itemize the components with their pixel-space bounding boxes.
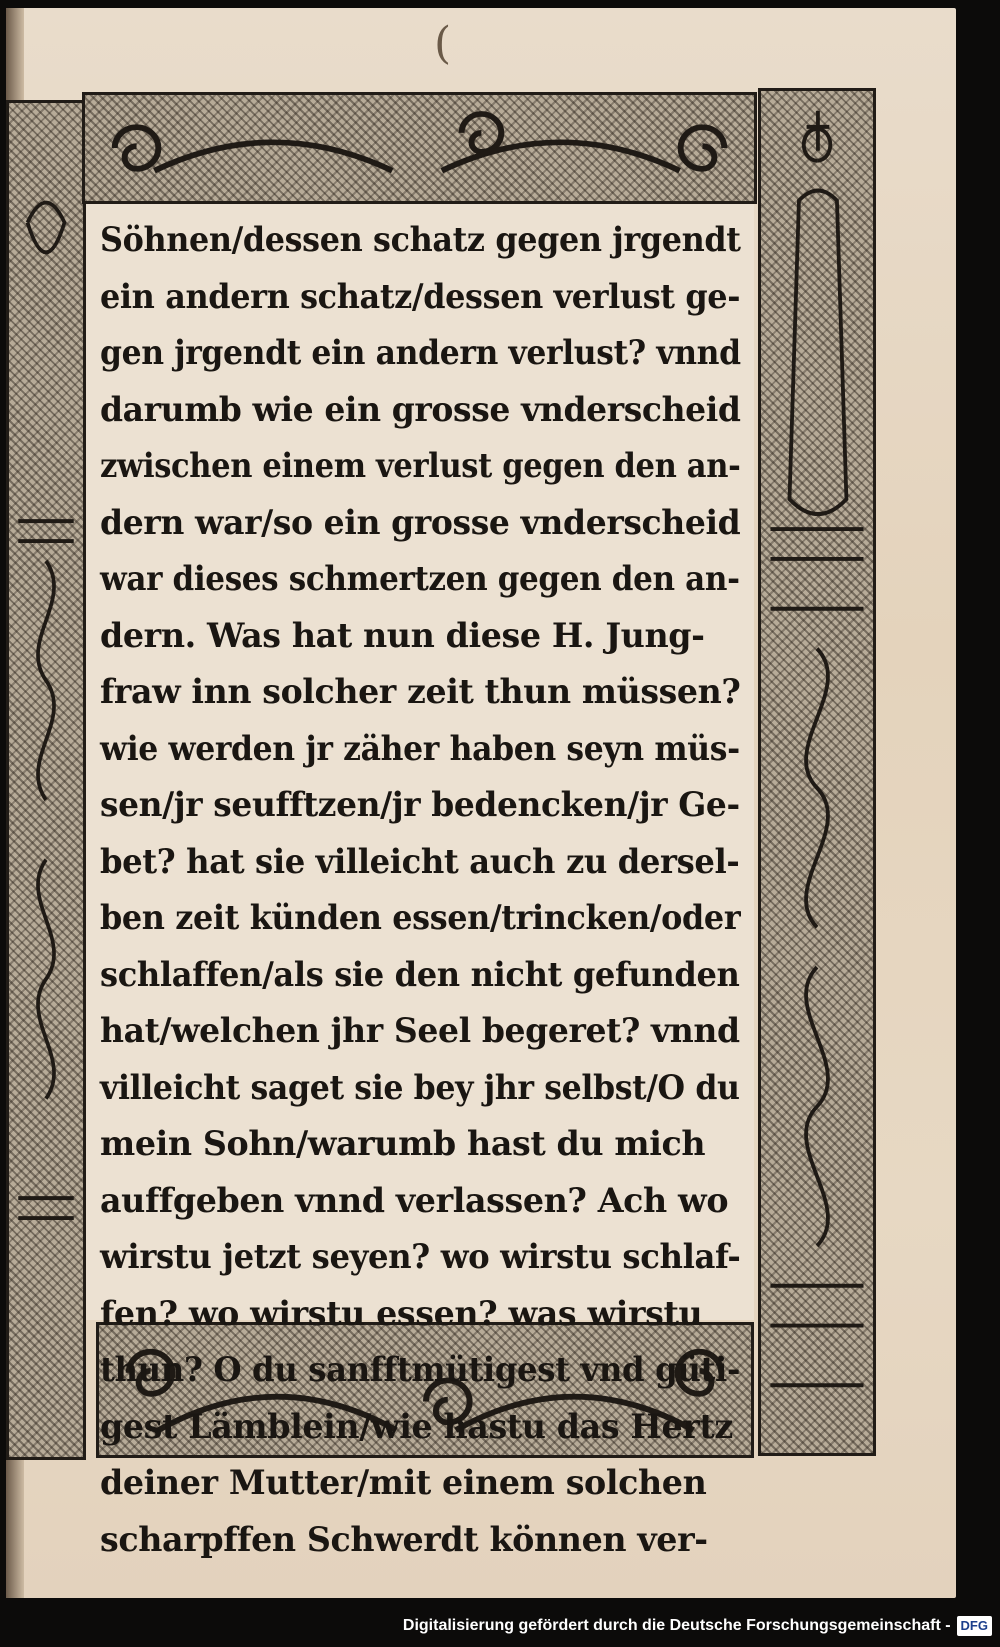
digitization-footer — [403, 1613, 992, 1639]
text-line: villeicht saget sie bey jhr selbst/O du — [100, 1067, 740, 1108]
text-line: fen? wo wirstu essen? was wirstu — [100, 1293, 703, 1334]
text-line: fraw inn solcher zeit thun müssen? — [100, 672, 741, 712]
text-line: gen jrgendt ein andern verlust? vnnd — [100, 333, 741, 373]
woodcut-border-right — [758, 88, 876, 1456]
text-line: deiner Mutter/mit einem solchen — [100, 1463, 707, 1503]
text-line: zwischen einem verlust gegen den an- — [100, 446, 741, 486]
text-line: dern. Was hat nun diese H. Jung- — [100, 615, 705, 656]
text-line: darumb wie ein grosse vnderscheid — [100, 389, 741, 430]
ornament-scroll-top-icon — [85, 95, 754, 201]
text-line: bet? hat sie villeicht auch zu dersel- — [100, 841, 740, 882]
text-line: mein Sohn/warumb hast du mich — [100, 1124, 706, 1164]
saint-figure-column-icon — [761, 91, 873, 1453]
text-line: thun? O du sanfftmütigest vnd güti- — [100, 1350, 741, 1390]
text-line: hat/welchen jhr Seel begeret? vnnd — [100, 1011, 740, 1051]
text-line: wirstu jetzt seyen? wo wirstu schlaf- — [100, 1237, 741, 1277]
text-line: ein andern schatz/dessen verlust ge- — [100, 276, 741, 317]
text-line: dern war/so ein grosse vnderscheid — [100, 502, 741, 543]
ornament-column-left-icon — [9, 103, 83, 1457]
footer-text: Digitalisierung gefördert durch die Deutsche Forschungsgemeinschaft - — [402, 1617, 951, 1634]
woodcut-border-left — [6, 100, 86, 1460]
text-line: scharpffen Schwerdt können ver- — [100, 1519, 708, 1560]
text-line: ben zeit künden essen/trincken/oder — [100, 898, 741, 938]
text-line: Söhnen/dessen schatz gegen jrgendt — [100, 220, 741, 260]
dfg-logo: DFG — [957, 1616, 992, 1636]
woodcut-border-top — [82, 92, 757, 204]
printed-text-block — [86, 204, 754, 1560]
text-line: war dieses schmertzen gegen den an- — [100, 559, 740, 599]
text-line: wie werden jr zäher haben seyn müs- — [100, 728, 740, 769]
text-line: auffgeben vnnd verlassen? Ach wo — [100, 1180, 729, 1221]
text-line: gest Lämblein/wie hastu das Hertz — [100, 1406, 733, 1447]
text-line: schlaffen/als sie den nicht gefunden — [100, 954, 740, 995]
text-line: sen/jr seufftzen/jr bedencken/jr Ge- — [100, 785, 740, 825]
pen-mark: ( — [434, 18, 452, 69]
